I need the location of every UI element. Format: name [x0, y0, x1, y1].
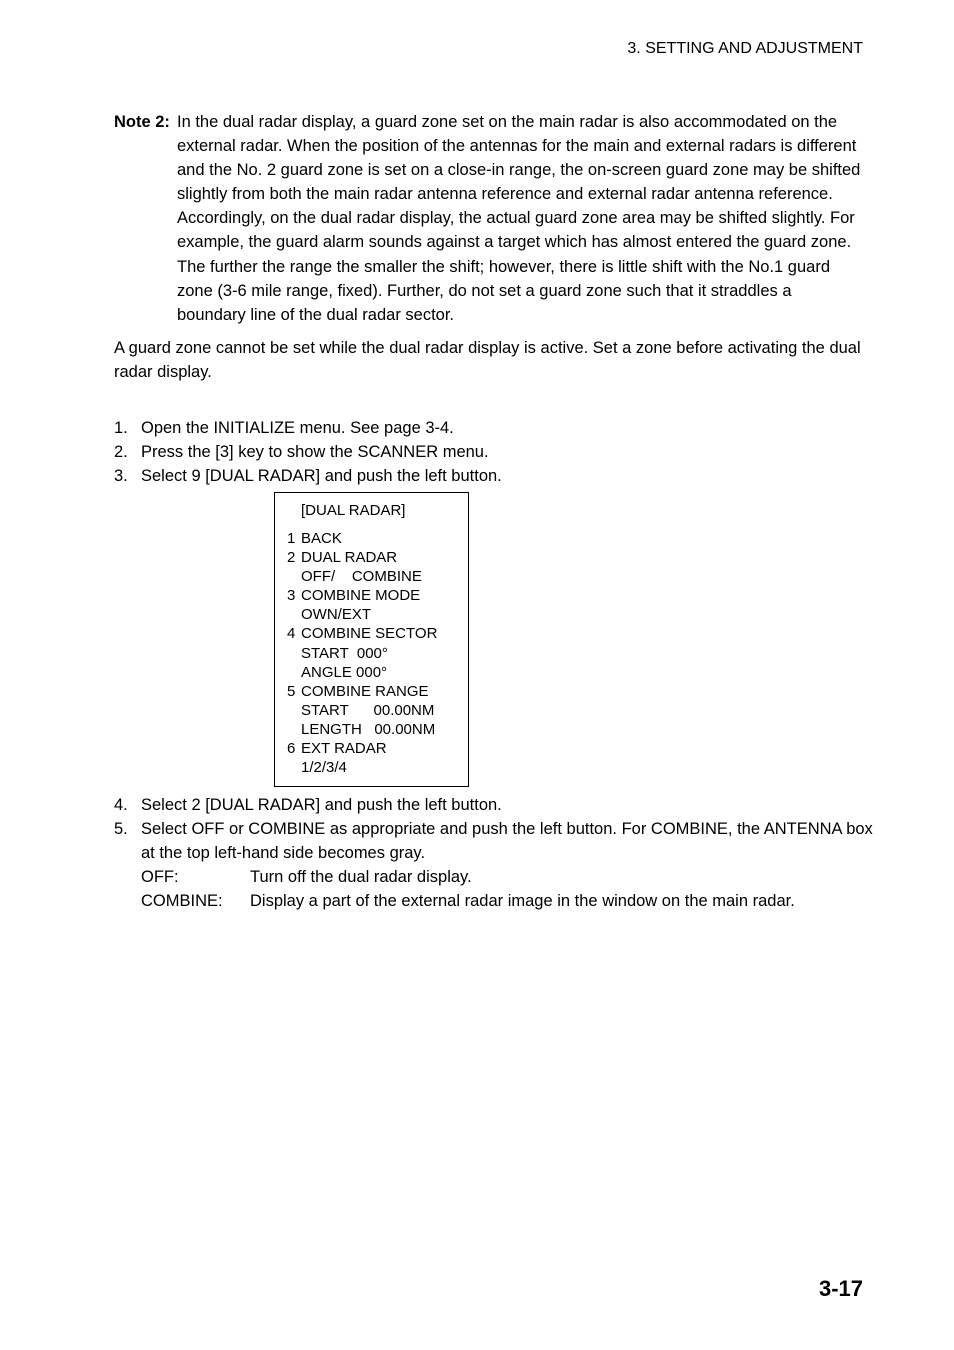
step-number: 3.	[114, 467, 128, 485]
menu-item-text: OWN/EXT	[301, 606, 371, 624]
menu-item-text: OFF/ COMBINE	[301, 568, 422, 586]
menu-item-text: EXT RADAR	[301, 740, 387, 758]
menu-item-text: 1/2/3/4	[301, 759, 347, 777]
step-number: 2.	[114, 443, 128, 461]
dual-radar-menu	[274, 492, 469, 787]
menu-item	[287, 529, 437, 548]
menu-item-text: BACK	[301, 530, 342, 547]
menu-item-option	[287, 567, 437, 586]
menu-item-option	[287, 644, 437, 663]
step-text: Press the [3] key to show the SCANNER menu.	[141, 443, 489, 461]
step-item	[114, 416, 874, 440]
menu-item-option	[287, 720, 437, 739]
menu-item-text: START 00.00NM	[301, 701, 435, 719]
menu-item-text: DUAL RADAR	[301, 549, 398, 567]
step-item	[114, 793, 874, 817]
step-item	[114, 464, 874, 488]
menu-item-number: 2	[287, 549, 296, 567]
menu-title: [DUAL RADAR]	[301, 502, 406, 519]
procedure-steps-first	[114, 416, 874, 488]
note-label: Note 2:	[114, 113, 170, 131]
guard-zone-paragraph: A guard zone cannot be set while the dual radar display is active. Set a zone before activating the dual radar display.	[114, 339, 861, 381]
menu-item-number: 5	[287, 682, 296, 700]
menu-item-option	[287, 758, 437, 777]
procedure-steps-second	[114, 793, 874, 913]
definition-term: OFF:	[141, 868, 179, 886]
step-number: 1.	[114, 419, 128, 437]
section-header: 3. SETTING AND ADJUSTMENT	[627, 40, 863, 57]
menu-item	[287, 739, 437, 758]
menu-item-text: COMBINE RANGE	[301, 682, 429, 700]
menu-item-number: 3	[287, 587, 296, 605]
step-text: Select 9 [DUAL RADAR] and push the left button.	[141, 467, 502, 485]
definition-list	[114, 865, 874, 913]
menu-item	[287, 548, 437, 567]
menu-item-number: 1	[287, 530, 296, 547]
menu-item	[287, 586, 437, 605]
menu-item-number: 6	[287, 740, 296, 758]
menu-item-text: COMBINE MODE	[301, 587, 421, 605]
menu-item-option	[287, 701, 437, 720]
menu-item-text: ANGLE 000°	[301, 663, 388, 681]
step-text: Select OFF or COMBINE as appropriate and push the left button. For COMBINE, the ANTENNA box at the top left-hand side becomes gray.	[141, 820, 873, 862]
step-text: Select 2 [DUAL RADAR] and push the left button.	[141, 796, 502, 814]
menu-item-text: LENGTH 00.00NM	[301, 720, 436, 738]
step-item	[114, 817, 874, 865]
definition-description: Display a part of the external radar image in the window on the main radar.	[250, 892, 795, 910]
menu-item	[287, 624, 437, 643]
menu-item-text: START 000°	[301, 644, 388, 662]
note-block	[114, 110, 864, 327]
definition-item	[141, 889, 874, 913]
menu-item-option	[287, 605, 437, 624]
step-number: 4.	[114, 796, 128, 814]
definition-description: Turn off the dual radar display.	[250, 868, 472, 886]
step-text: Open the INITIALIZE menu. See page 3-4.	[141, 419, 454, 437]
menu-item-text: COMBINE SECTOR	[301, 625, 438, 643]
note-text: In the dual radar display, a guard zone set on the main radar is also accommodated on the external radar. When the position of the antennas for the main and external radars is different and the No. 2 guard zone is set on a close-in range, the on-screen guard zone may be shifted slightly from both the main radar antenna reference and external radar antenna reference. Accordingly, on the dual radar display, the actual guard zone area may be shifted slightly. For example, the guard alarm sounds against a target which has almost entered the guard zone. The further the range the smaller the shift; however, there is little shift with the No.1 guard zone (3-6 mile range, fixed). Further, do not set a guard zone such that it straddles a boundary line of the dual radar sector.	[177, 113, 861, 324]
page-number: 3-17	[818, 1276, 863, 1301]
definition-term: COMBINE:	[141, 892, 223, 910]
step-number: 5.	[114, 820, 128, 838]
menu-item	[287, 682, 437, 701]
menu-item-number: 4	[287, 625, 296, 643]
menu-items	[287, 529, 437, 777]
step-item	[114, 440, 874, 464]
menu-item-option	[287, 663, 437, 682]
definition-item	[141, 865, 874, 889]
